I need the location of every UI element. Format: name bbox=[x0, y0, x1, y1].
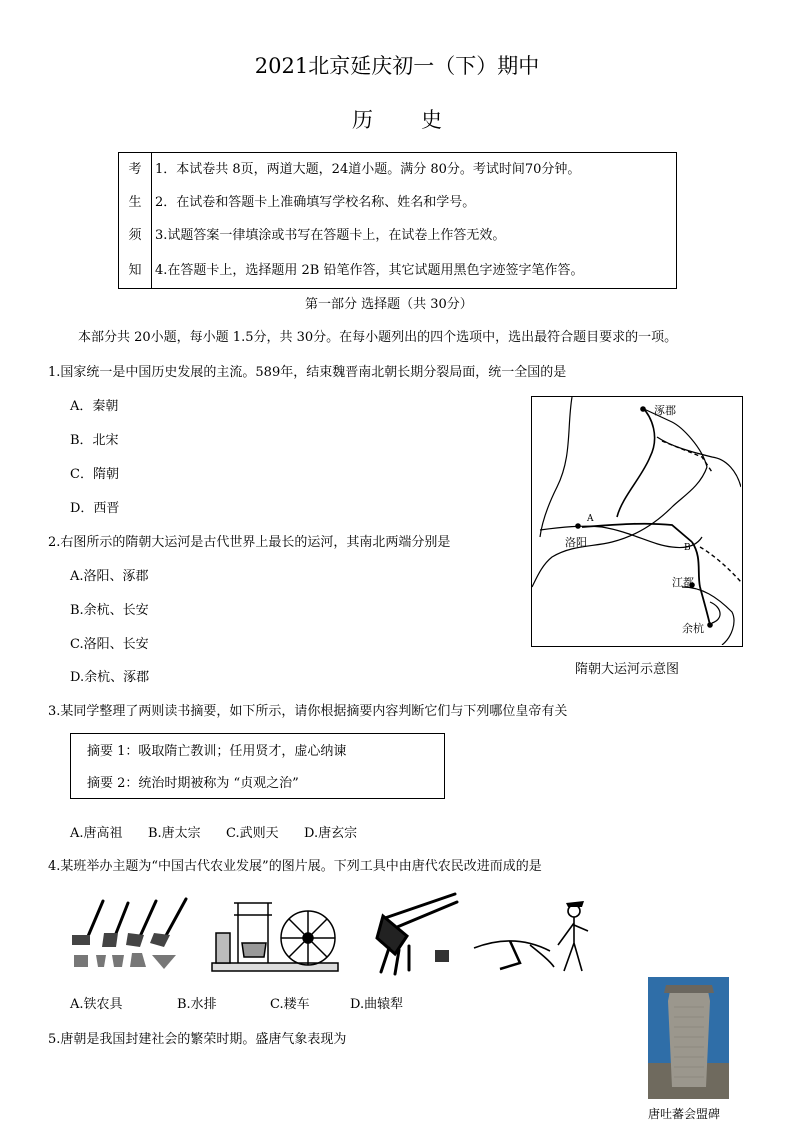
q2-stem: 2.右图所示的隋朝大运河是古代世界上最长的运河，其南北两端分别是 bbox=[48, 535, 451, 550]
water-bellows-icon bbox=[208, 893, 343, 975]
q3-option-a[interactable]: A.唐高祖 bbox=[70, 826, 123, 841]
abstract-2: 摘要 2：统治时期被称为 “贞观之治” bbox=[87, 776, 299, 791]
notice-rule: 2．在试卷和答题卡上准确填写学校名称、姓名和学号。 bbox=[155, 195, 476, 210]
q3-stem: 3.某同学整理了两则读书摘要，如下所示，请你根据摘要内容判断它们与下列哪位皇帝有关 bbox=[48, 704, 568, 719]
iron-tools-icon bbox=[68, 893, 193, 973]
map-caption: 隋朝大运河示意图 bbox=[575, 662, 680, 677]
q2-option-c[interactable]: C.洛阳、长安 bbox=[70, 637, 149, 652]
seed-drill-icon bbox=[365, 888, 460, 978]
q1-option-b[interactable]: B．北宋 bbox=[70, 433, 119, 448]
q5-stem: 5.唐朝是我国封建社会的繁荣时期。盛唐气象表现为 bbox=[48, 1032, 347, 1047]
map-label-luoyang: 洛阳 bbox=[565, 536, 587, 549]
q3-option-d[interactable]: D.唐玄宗 bbox=[304, 826, 358, 841]
q4-stem: 4.某班举办主题为“中国古代农业发展”的图片展。下列工具中由唐代农民改进而成的是 bbox=[48, 859, 542, 874]
part1-instructions: 本部分共 20小题，每小题 1.5分，共 30分。在每小题列出的四个选项中，选出最符合题目要求的一项。 bbox=[78, 330, 678, 345]
grand-canal-map bbox=[531, 396, 743, 647]
notice-side-char: 知 bbox=[128, 263, 142, 278]
notice-side-column bbox=[119, 153, 152, 288]
map-label-yuhang: 余杭 bbox=[682, 622, 704, 635]
notice-rule: 3.试题答案一律填涂或书写在答题卡上，在试卷上作答无效。 bbox=[155, 228, 506, 243]
q1-option-a[interactable]: A．秦朝 bbox=[70, 399, 119, 414]
notice-side-char: 须 bbox=[128, 228, 142, 243]
abstract-1: 摘要 1：吸取隋亡教训；任用贤才，虚心纳谏 bbox=[87, 744, 347, 759]
notice-side-char: 生 bbox=[128, 195, 142, 210]
notice-rule: 1．本试卷共 8页，两道大题，24道小题。满分 80分。考试时间70分钟。 bbox=[155, 162, 581, 177]
subject-title: 历史 bbox=[352, 108, 490, 132]
stele-caption: 唐吐蕃会盟碑 bbox=[648, 1107, 721, 1121]
stele-photo bbox=[648, 977, 729, 1099]
map-label-zhuojun: 涿郡 bbox=[654, 404, 676, 417]
q2-option-b[interactable]: B.余杭、长安 bbox=[70, 603, 149, 618]
q3-option-b[interactable]: B.唐太宗 bbox=[148, 826, 201, 841]
map-label-b: B bbox=[684, 543, 691, 553]
q4-option-a[interactable]: A.铁农具 bbox=[70, 997, 123, 1012]
notice-side-char: 考 bbox=[128, 162, 142, 177]
q4-option-b[interactable]: B.水排 bbox=[177, 997, 217, 1012]
q1-option-d[interactable]: D．西晋 bbox=[70, 501, 120, 516]
q1-option-c[interactable]: C．隋朝 bbox=[70, 467, 119, 482]
q2-option-d[interactable]: D.余杭、涿郡 bbox=[70, 670, 150, 685]
curved-plow-icon bbox=[470, 893, 600, 978]
q1-stem: 1.国家统一是中国历史发展的主流。589年，结束魏晋南北朝长期分裂局面，统一全国的是 bbox=[48, 365, 567, 380]
reading-abstract-box bbox=[70, 733, 445, 799]
grand-canal-map-drawing bbox=[532, 397, 741, 645]
map-label-a: A bbox=[587, 514, 594, 524]
exam-notice-box bbox=[118, 152, 677, 289]
map-label-jiangdu: 江都 bbox=[672, 576, 694, 589]
notice-rule: 4.在答题卡上，选择题用 2B 铅笔作答，其它试题用黑色字迹签字笔作答。 bbox=[155, 263, 584, 278]
q2-option-a[interactable]: A.洛阳、涿郡 bbox=[70, 569, 149, 584]
q4-option-c[interactable]: C.耧车 bbox=[270, 997, 310, 1012]
page-title: 2021北京延庆初一（下）期中 bbox=[254, 54, 540, 78]
q3-option-c[interactable]: C.武则天 bbox=[226, 826, 279, 841]
q4-option-d[interactable]: D.曲辕犁 bbox=[350, 997, 404, 1012]
part1-heading: 第一部分 选择题（共 30分） bbox=[305, 297, 473, 312]
